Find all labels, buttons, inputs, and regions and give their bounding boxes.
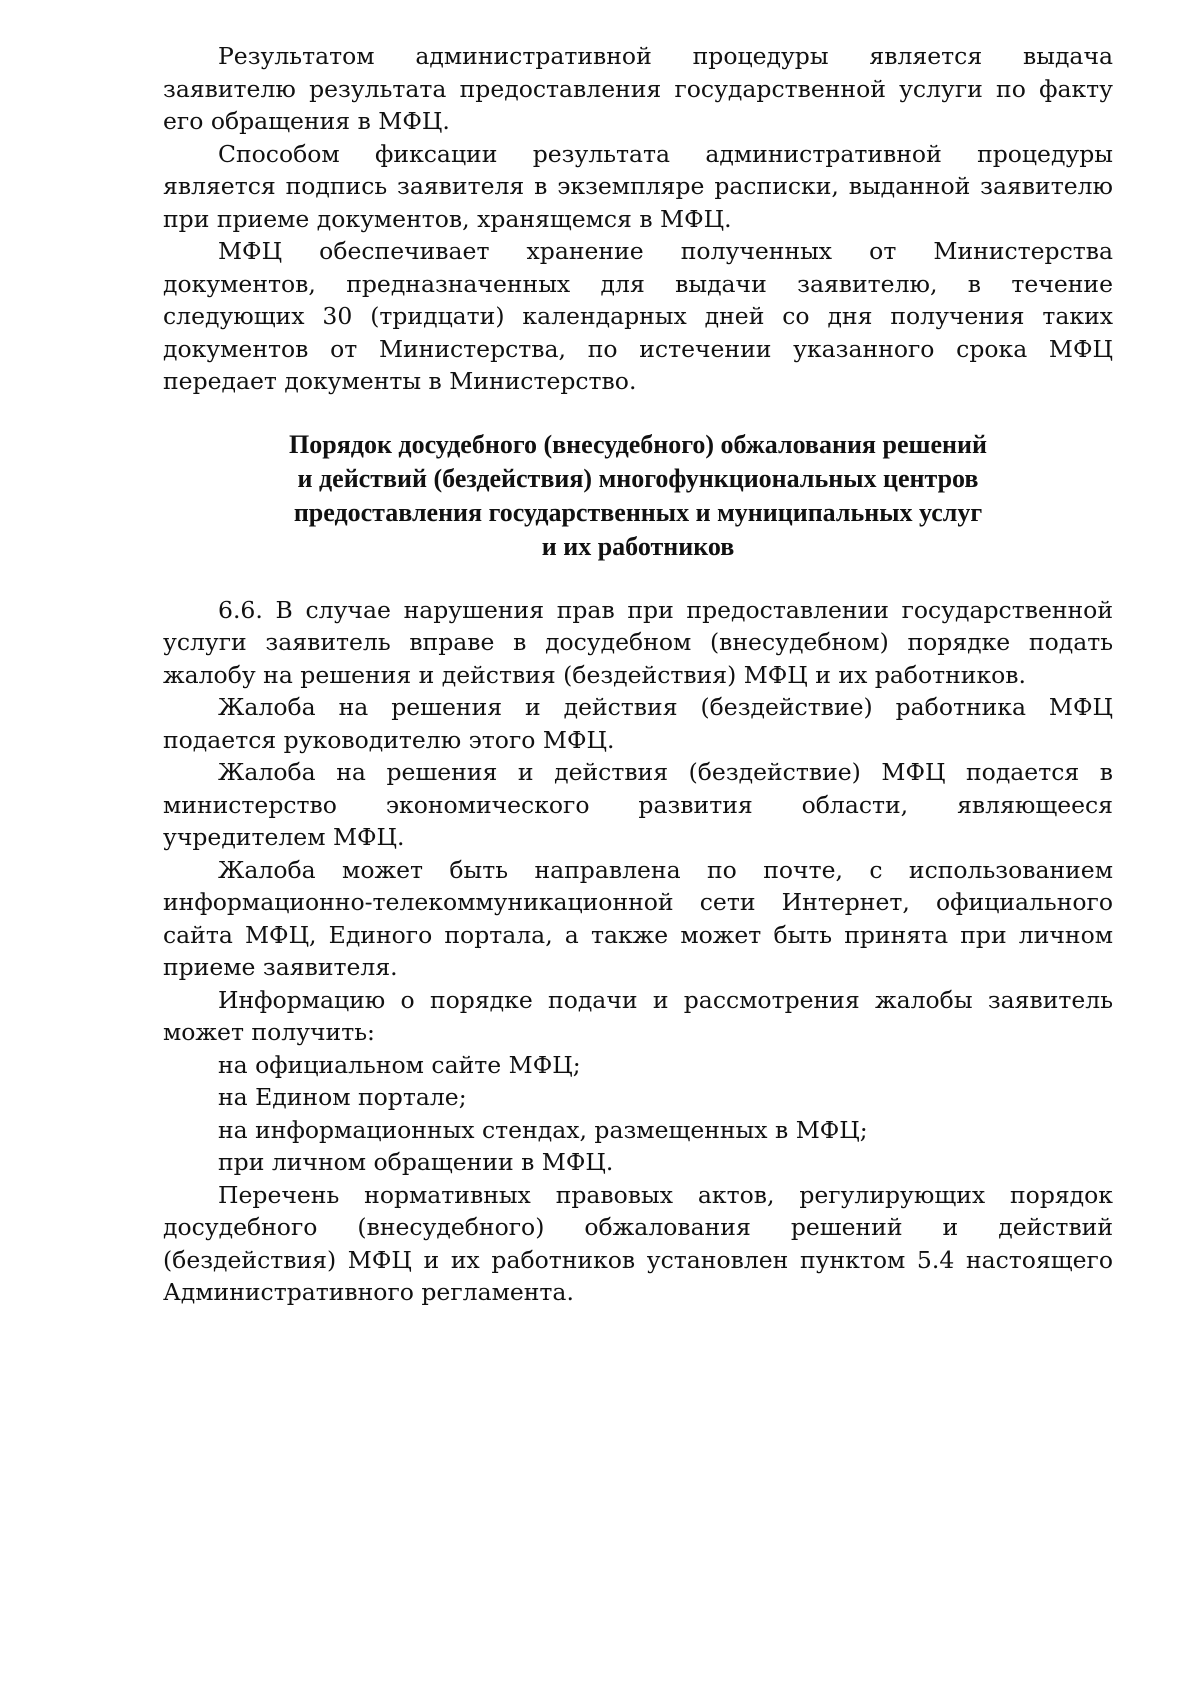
paragraph-legal-acts: Перечень нормативных правовых актов, регулирующих порядок досудебного (внесудебного) обжалования решений и действий (бездействия) МФЦ и их работников установлен пунктом 5.4 настоящего Административного регламента. — [163, 1180, 1113, 1306]
paragraph-storage: МФЦ обеспечивает хранение полученных от Министерства документов, предназначенных для выдачи заявителю, в течение следующих 30 (тридцати) календарных дней со дня получения таких документов от Министерства, по истечении указанного срока МФЦ передает документы в Министерство. — [163, 237, 1113, 395]
list-item: на Едином портале; — [218, 1083, 467, 1111]
section-heading-line: и их работников — [541, 531, 735, 561]
paragraph-information-sources: Информацию о порядке подачи и рассмотрения жалобы заявитель может получить: — [163, 985, 1113, 1046]
section-heading-line: Порядок досудебного (внесудебного) обжалования решений — [289, 429, 987, 459]
document-page — [163, 40, 1113, 1309]
section-heading — [163, 428, 1113, 564]
paragraph-complaint-channels: Жалоба может быть направлена по почте, с использованием информационно-телекоммуникационной сети Интернет, официального сайта МФЦ, Единого портала, а также может быть принята при личном приеме заявителя. — [163, 855, 1113, 981]
list-item: на информационных стендах, размещенных в МФЦ; — [218, 1115, 868, 1144]
paragraph-complaint-mfc: Жалоба на решения и действия (бездействие) МФЦ подается в министерство экономического развития области, являющееся учредителем МФЦ. — [163, 758, 1113, 851]
paragraph-fixation: Способом фиксации результата административной процедуры является подпись заявителя в экземпляре расписки, выданной заявителю при приеме документов, хранящемся в МФЦ. — [163, 139, 1113, 233]
paragraph-complaint-employee: Жалоба на решения и действия (бездействие) работника МФЦ подается руководителю этого МФЦ. — [163, 693, 1113, 754]
list-item: на официальном сайте МФЦ; — [218, 1050, 581, 1079]
section-body — [163, 594, 1113, 1309]
paragraph-6-6: 6.6. В случае нарушения прав при предоставлении государственной услуги заявитель вправе в досудебном (внесудебном) порядке подать жалобу на решения и действия (бездействия) МФЦ и их работников. — [163, 595, 1113, 689]
list-item: при личном обращении в МФЦ. — [218, 1148, 614, 1176]
paragraph-result: Результатом административной процедуры является выдача заявителю результата предоставления государственной услуги по факту его обращения в МФЦ. — [163, 42, 1113, 135]
section-heading-line: предоставления государственных и муниципальных услуг — [293, 497, 983, 527]
section-heading-line: и действий (бездействия) многофункциональных центров — [297, 463, 979, 493]
